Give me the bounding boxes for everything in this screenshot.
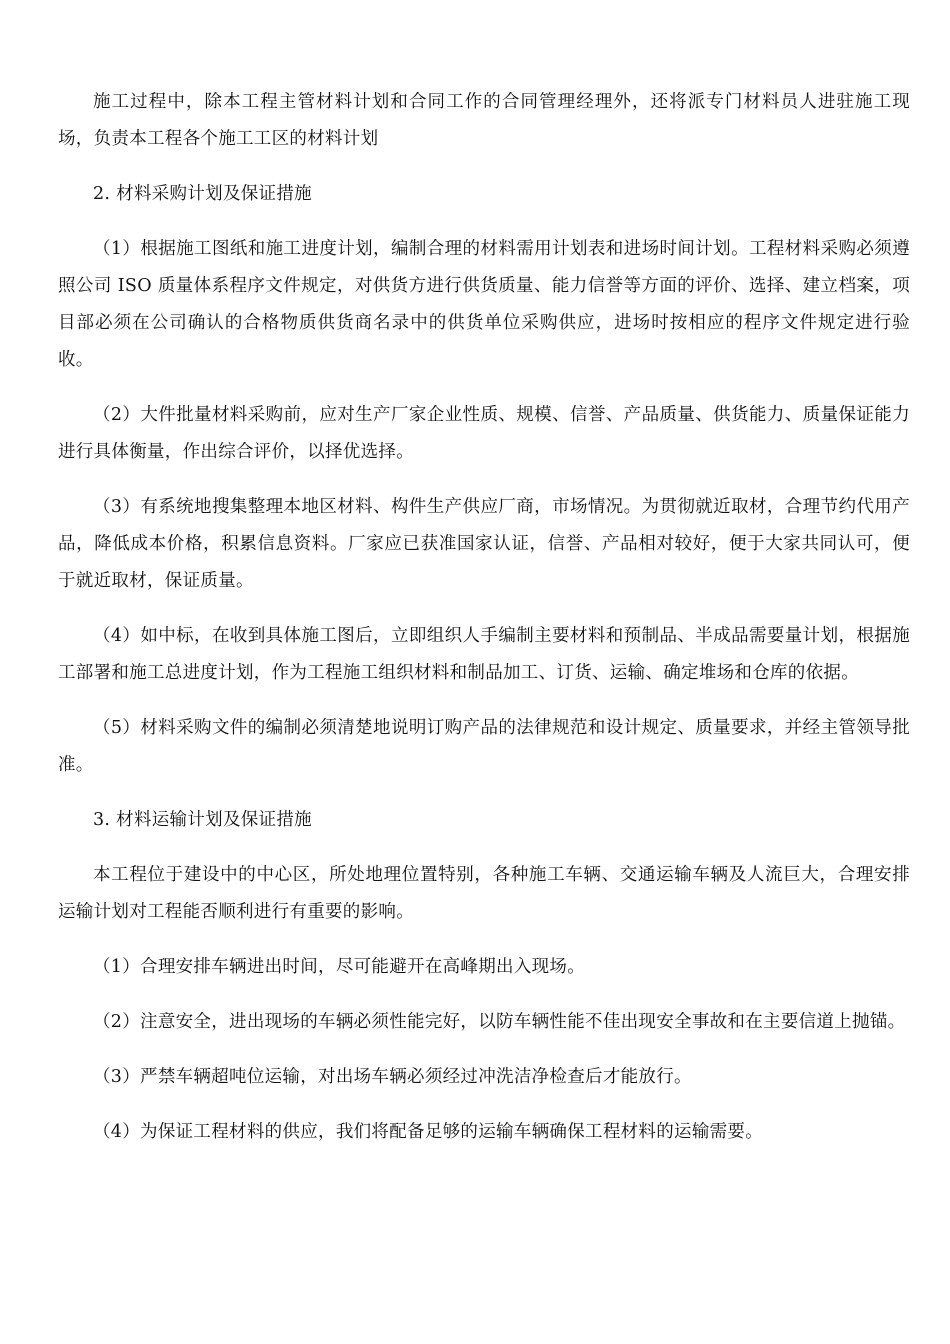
section-heading-procurement: 2. 材料采购计划及保证措施 [93,184,312,204]
paragraph-procurement-1: （1）根据施工图纸和施工进度计划，编制合理的材料需用计划表和进场时间计划。工程材料采购必须遵照公司 ISO 质量体系程序文件规定，对供货方进行供货质量、能力信誉等方面的评价、选择、建立档案，项目部必须在公司确认的合格物质供货商名录中的供货单位采购供应，进场时按相应的程序文件规定进行验收。 [58,239,910,370]
paragraph-procurement-5: （5）材料采购文件的编制必须清楚地说明订购产品的法律规范和设计规定、质量要求，并经主管领导批准。 [58,718,910,775]
paragraph-procurement-2: （2）大件批量材料采购前，应对生产厂家企业性质、规模、信誉、产品质量、供货能力、质量保证能力进行具体衡量，作出综合评价，以择优选择。 [58,405,910,462]
document-page [58,84,910,1169]
section-heading-transport: 3. 材料运输计划及保证措施 [93,810,312,830]
paragraph-transport-3: （3）严禁车辆超吨位运输，对出场车辆必须经过冲洗洁净检查后才能放行。 [93,1067,692,1087]
paragraph-transport-intro: 本工程位于建设中的中心区，所处地理位置特别，各种施工车辆、交通运输车辆及人流巨大，合理安排运输计划对工程能否顺利进行有重要的影响。 [58,865,910,922]
paragraph-material-staff: 施工过程中，除本工程主管材料计划和合同工作的合同管理经理外，还将派专门材料员人进驻施工现场，负责本工程各个施工工区的材料计划 [58,92,910,149]
paragraph-transport-2: （2）注意安全，进出现场的车辆必须性能完好，以防车辆性能不佳出现安全事故和在主要信道上抛锚。 [93,1012,906,1032]
paragraph-procurement-4: （4）如中标，在收到具体施工图后，立即组织人手编制主要材料和预制品、半成品需要量计划，根据施工部署和施工总进度计划，作为工程施工组织材料和制品加工、订货、运输、确定堆场和仓库的依据。 [58,626,910,683]
paragraph-transport-4: （4）为保证工程材料的供应，我们将配备足够的运输车辆确保工程材料的运输需要。 [93,1122,764,1142]
paragraph-procurement-3: （3）有系统地搜集整理本地区材料、构件生产供应厂商，市场情况。为贯彻就近取材，合理节约代用产品，降低成本价格，积累信息资料。厂家应已获准国家认证，信誉、产品相对较好，便于大家共同认可，便于就近取材，保证质量。 [58,497,910,591]
paragraph-transport-1: （1）合理安排车辆进出时间，尽可能避开在高峰期出入现场。 [93,957,586,977]
